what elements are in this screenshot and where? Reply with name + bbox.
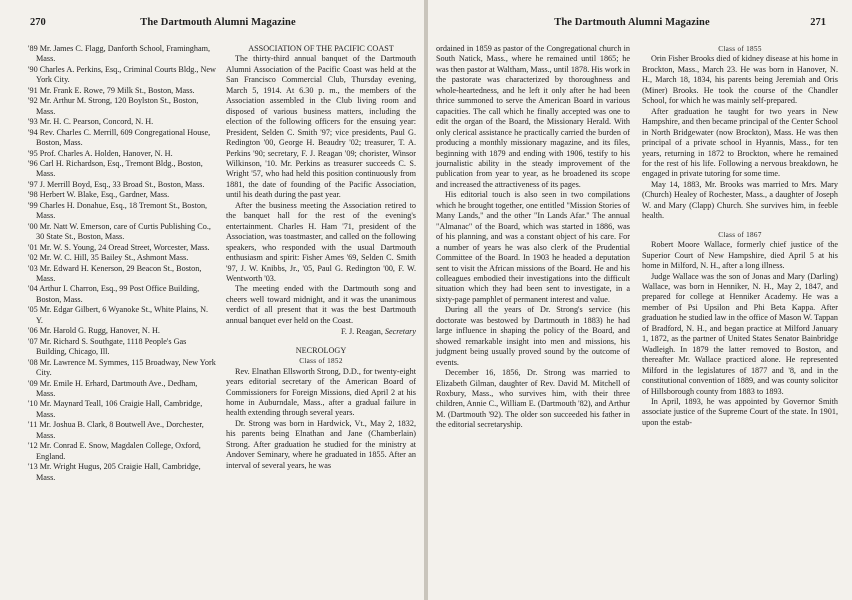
left-page: [0, 0, 424, 600]
address-entry: '09 Mr. Emile H. Erhard, Dartmouth Ave., Dedham, Mass.: [28, 378, 198, 398]
paragraph: The meeting ended with the Dartmouth song and cheers well toward midnight, and it was the unanimous verdict of all present that it was the best Dartmouth annual banquet ever held on the Coast.: [226, 284, 416, 325]
address-entry: '01 Mr. W. S. Young, 24 Oread Street, Worcester, Mass.: [28, 242, 210, 252]
right-page-header: [438, 17, 826, 31]
strong-obituary-continued: [436, 44, 630, 431]
address-entry: '10 Mr. Maynard Teall, 106 Craigie Hall, Cambridge, Mass.: [28, 399, 203, 419]
signature: [226, 327, 416, 337]
address-entry: '04 Arthur I. Charron, Esq., 99 Post Office Building, Boston, Mass.: [28, 284, 200, 304]
address-entry: '11 Mr. Joshua B. Clark, 8 Boutwell Ave., Dorchester, Mass.: [28, 420, 204, 440]
address-entry: '92 Mr. Arthur M. Strong, 120 Boylston St., Boston, Mass.: [28, 96, 199, 116]
address-entry: '12 Mr. Conrad E. Snow, Magdalen College, Oxford, England.: [28, 441, 201, 461]
address-entry: '93 Mr. H. C. Pearson, Concord, N. H.: [28, 117, 154, 127]
page-number: 270: [30, 17, 46, 28]
paragraph: May 14, 1883, Mr. Brooks was married to Mrs. Mary (Church) Healey of Rochester, Mass., a daughter of Joseph W. and Mary (Clapp) Church. She survives him, in feeble health.: [642, 179, 838, 221]
address-entry: '94 Rev. Charles C. Merrill, 609 Congregational House, Boston, Mass.: [28, 127, 211, 148]
address-entry: '98 Herbert W. Blake, Esq., Gardner, Mass.: [28, 190, 170, 200]
paragraph: ordained in 1859 as pastor of the Congregational church in South Natick, Mass., where he remained until 1865; he was then pastor at Waltham, Mass., until 1878. His work in the pastorate was characterized by thoroughness and whole-heartedness, and he left it only after he had been thrice summoned to serve the American Board in various capacities. The call which he finally accepted was one to edit the organ of the Board, the Missionary Herald. With only clerical assistance he practically carried the burden of producing a monthly missionary magazine, and its files, beginning with 1879 and ending with 1906, testify to his journalistic ability in the steady improvement of the publication from year to year, as he broadened its scope and increased the attractiveness of its pages.: [436, 44, 630, 189]
address-entry: '02 Mr. W. C. Hill, 35 Bailey St., Ashmont Mass.: [28, 253, 189, 263]
paragraph: Judge Wallace was the son of Jonas and Mary (Darling) Wallace, was born in Henniker, N. H., May 2, 1847, and prepared for college at Henniker Academy. He was a member of Psi Upsilon and Phi Beta Kappa. After graduation he studied law in the office of Mason W. Tappan of Bradford, N. H., and began practice at Milford January 1, 1872, as the partner of United States Senator Bainbridge Wadleigh. In 1879 the latter removed to Boston, and thereafter Mr. Wallace practiced alone. He represented Milford in the legislatures of 1877 and '8, and in the constitutional convention of 1889, and was county solicitor of Hillsborough county from 1883 to 1893.: [642, 271, 838, 396]
address-entry: '95 Prof. Charles A. Holden, Hanover, N. H.: [28, 148, 173, 158]
address-entry: '97 J. Merrill Boyd, Esq., 33 Broad St., Boston, Mass.: [28, 179, 205, 189]
address-entry: '07 Mr. Richard S. Southgate, 1118 People's Gas Building, Chicago, Ill.: [28, 336, 187, 357]
paragraph: After graduation he taught for two years in New Hampshire, and then became principal of the Center School in North Bridgewater (now Brockton), Mass. He was then principal of a private school in Hyannis, Mass., for ten years, returning in 1872 to Brockton, where he remained for the rest of his life. Following a nervous breakdown, he engaged in private tutoring for some time.: [642, 106, 838, 179]
address-entry: '06 Mr. Harold G. Rugg, Hanover, N. H.: [28, 326, 160, 336]
left-page-header: [30, 17, 406, 31]
class-label: Class of 1855: [718, 45, 762, 53]
address-entry: '90 Charles A. Perkins, Esq., Criminal Courts Bldg., New York City.: [28, 64, 216, 85]
address-entry: '05 Mr. Edgar Gilbert, 6 Wyanoke St., White Plains, N. Y.: [28, 305, 209, 325]
signature-name: F. J. Reagan,: [341, 327, 383, 337]
paragraph: The thirty-third annual banquet of the Dartmouth Alumni Association of the Pacific Coast was held at the San Francisco Commercial Club, Thursday evening, March 5, 1914. At 6.30 p. m., the members of the Association assembled in the Club living room and disposed of various business matters, including the election of the following officers for the ensuing year: President, Selden C. Smith '97; vice presidents, Paul G. Redington '00, George H. Beaudry '02; treasurer, T. A. Perkins '90; secretary, F. J. Reagan '09; chorister, Winsor Wilkinson, '10. Mr. Perkins as treasurer succeeds C. S. Wright '57, who had held this position continuously from 1881, the date of founding of the Pacific Association, until his death during the past year.: [226, 54, 416, 200]
pacific-coast-article: [226, 44, 416, 471]
paragraph: During all the years of Dr. Strong's service (his doctorate was bestowed by Dartmouth in 1883) he had large influence in shaping the policy of the Board, and showed remarkable insight into men and missions, his judgment being usually proved sound by the outcome of events.: [436, 305, 630, 367]
running-title: The Dartmouth Alumni Magazine: [140, 17, 296, 28]
address-entry: '08 Mr. Lawrence M. Symmes, 115 Broadway, New York City.: [28, 357, 216, 378]
paragraph: Orin Fisher Brooks died of kidney disease at his home in Brockton, Mass., March 23. He was born in Hanover, N. H., March 18, 1834, his parents being Jeremiah and Oris (Miner) Brooks. He took the course of the Chandler School, for which he was mainly self-prepared.: [642, 54, 838, 106]
address-list: [28, 44, 216, 483]
address-entry: '13 Mr. Wright Hugus, 205 Craigie Hall, Cambridge, Mass.: [28, 462, 201, 482]
section-heading: ASSOCIATION OF THE PACIFIC COAST: [248, 44, 394, 53]
paragraph: Dr. Strong was born in Hardwick, Vt., May 2, 1832, his parents being Elnathan and Jane (Chamberlain) Strong. After graduation he studied for the ministry at Andover Seminary, where he graduated in 1855. After an interval of several years, he was: [226, 418, 416, 470]
page-number: 271: [810, 17, 826, 28]
paragraph: Robert Moore Wallace, formerly chief justice of the Superior Court of New Hampshire, died April 5 at his home in Milford, N. H., after a long illness.: [642, 240, 838, 271]
class-label: Class of 1852: [299, 357, 343, 366]
running-title: The Dartmouth Alumni Magazine: [554, 17, 710, 28]
address-entry: '91 Mr. Frank E. Rowe, 79 Milk St., Boston, Mass.: [28, 85, 195, 95]
paragraph: December 16, 1856, Dr. Strong was married to Elizabeth Gilman, daughter of Rev. David M. Mitchell of Roxbury, Mass., who survives him, with their three children, Annie C., William E. (Dartmouth '82), and Arthur M. (Dartmouth '92). The older son succeeded his father in the editorial secretaryship.: [436, 368, 630, 430]
paragraph: In April, 1893, he was appointed by Governor Smith associate justice of the Supreme Court of the state. In 1901, upon the estab-: [642, 396, 838, 427]
address-entry: '99 Charles H. Donahue, Esq., 18 Tremont St., Boston, Mass.: [28, 200, 208, 221]
right-page: [428, 0, 852, 600]
signature-role: Secretary: [384, 327, 416, 337]
paragraph: His editorial touch is also seen in two compilations which he brought together, one entitled "Mission Stories of Many Lands," and the other "In Lands Afar." The annual "Almanac" of the Board, which was started in 1886, was of his planning, and was a constant object of his care. For a number of years he was also clerk of the Prudential Committee of the Board. In 1903 he headed a deputation sent to visit the African missions of the Board. He and his colleagues embodied their investigations into the difficult situation which they had been sent to investigate, in a sixty-page pamphlet of permanent interest and value.: [436, 190, 630, 304]
class-obituaries: [642, 44, 838, 428]
class-label: Class of 1867: [718, 230, 762, 239]
paragraph: After the business meeting the Association retired to the banquet hall for the rest of the evening's entertainment. Charles H. Ham '71, president of the Association, was toastmaster, and called on the following speakers, who responded with the usual Dartmouth enthusiasm and spirit: Fisher Ames '69, Selden C. Smith '97, J. W. Knibbs, Jr., '05, Paul G. Redington '00, F. W. Wentworth '03.: [226, 200, 416, 283]
address-entry: '00 Mr. Natt W. Emerson, care of Curtis Publishing Co., 30 State St., Boston, Mass.: [28, 221, 211, 242]
section-heading: NECROLOGY: [295, 345, 347, 355]
address-entry: '03 Mr. Edward H. Kenerson, 29 Beacon St., Boston, Mass.: [28, 263, 202, 283]
address-entry: '96 Carl H. Richardson, Esq., Tremont Bldg., Boston, Mass.: [28, 158, 203, 179]
paragraph: Rev. Elnathan Ellsworth Strong, D.D., for twenty-eight years editorial secretary of the American Board of Commissioners for Foreign Missions, died April 2 at his home in Auburndale, Mass., after a gradual failure in health extending through several years.: [226, 366, 416, 418]
address-entry: '89 Mr. James C. Flagg, Danforth School, Framingham, Mass.: [28, 44, 211, 64]
